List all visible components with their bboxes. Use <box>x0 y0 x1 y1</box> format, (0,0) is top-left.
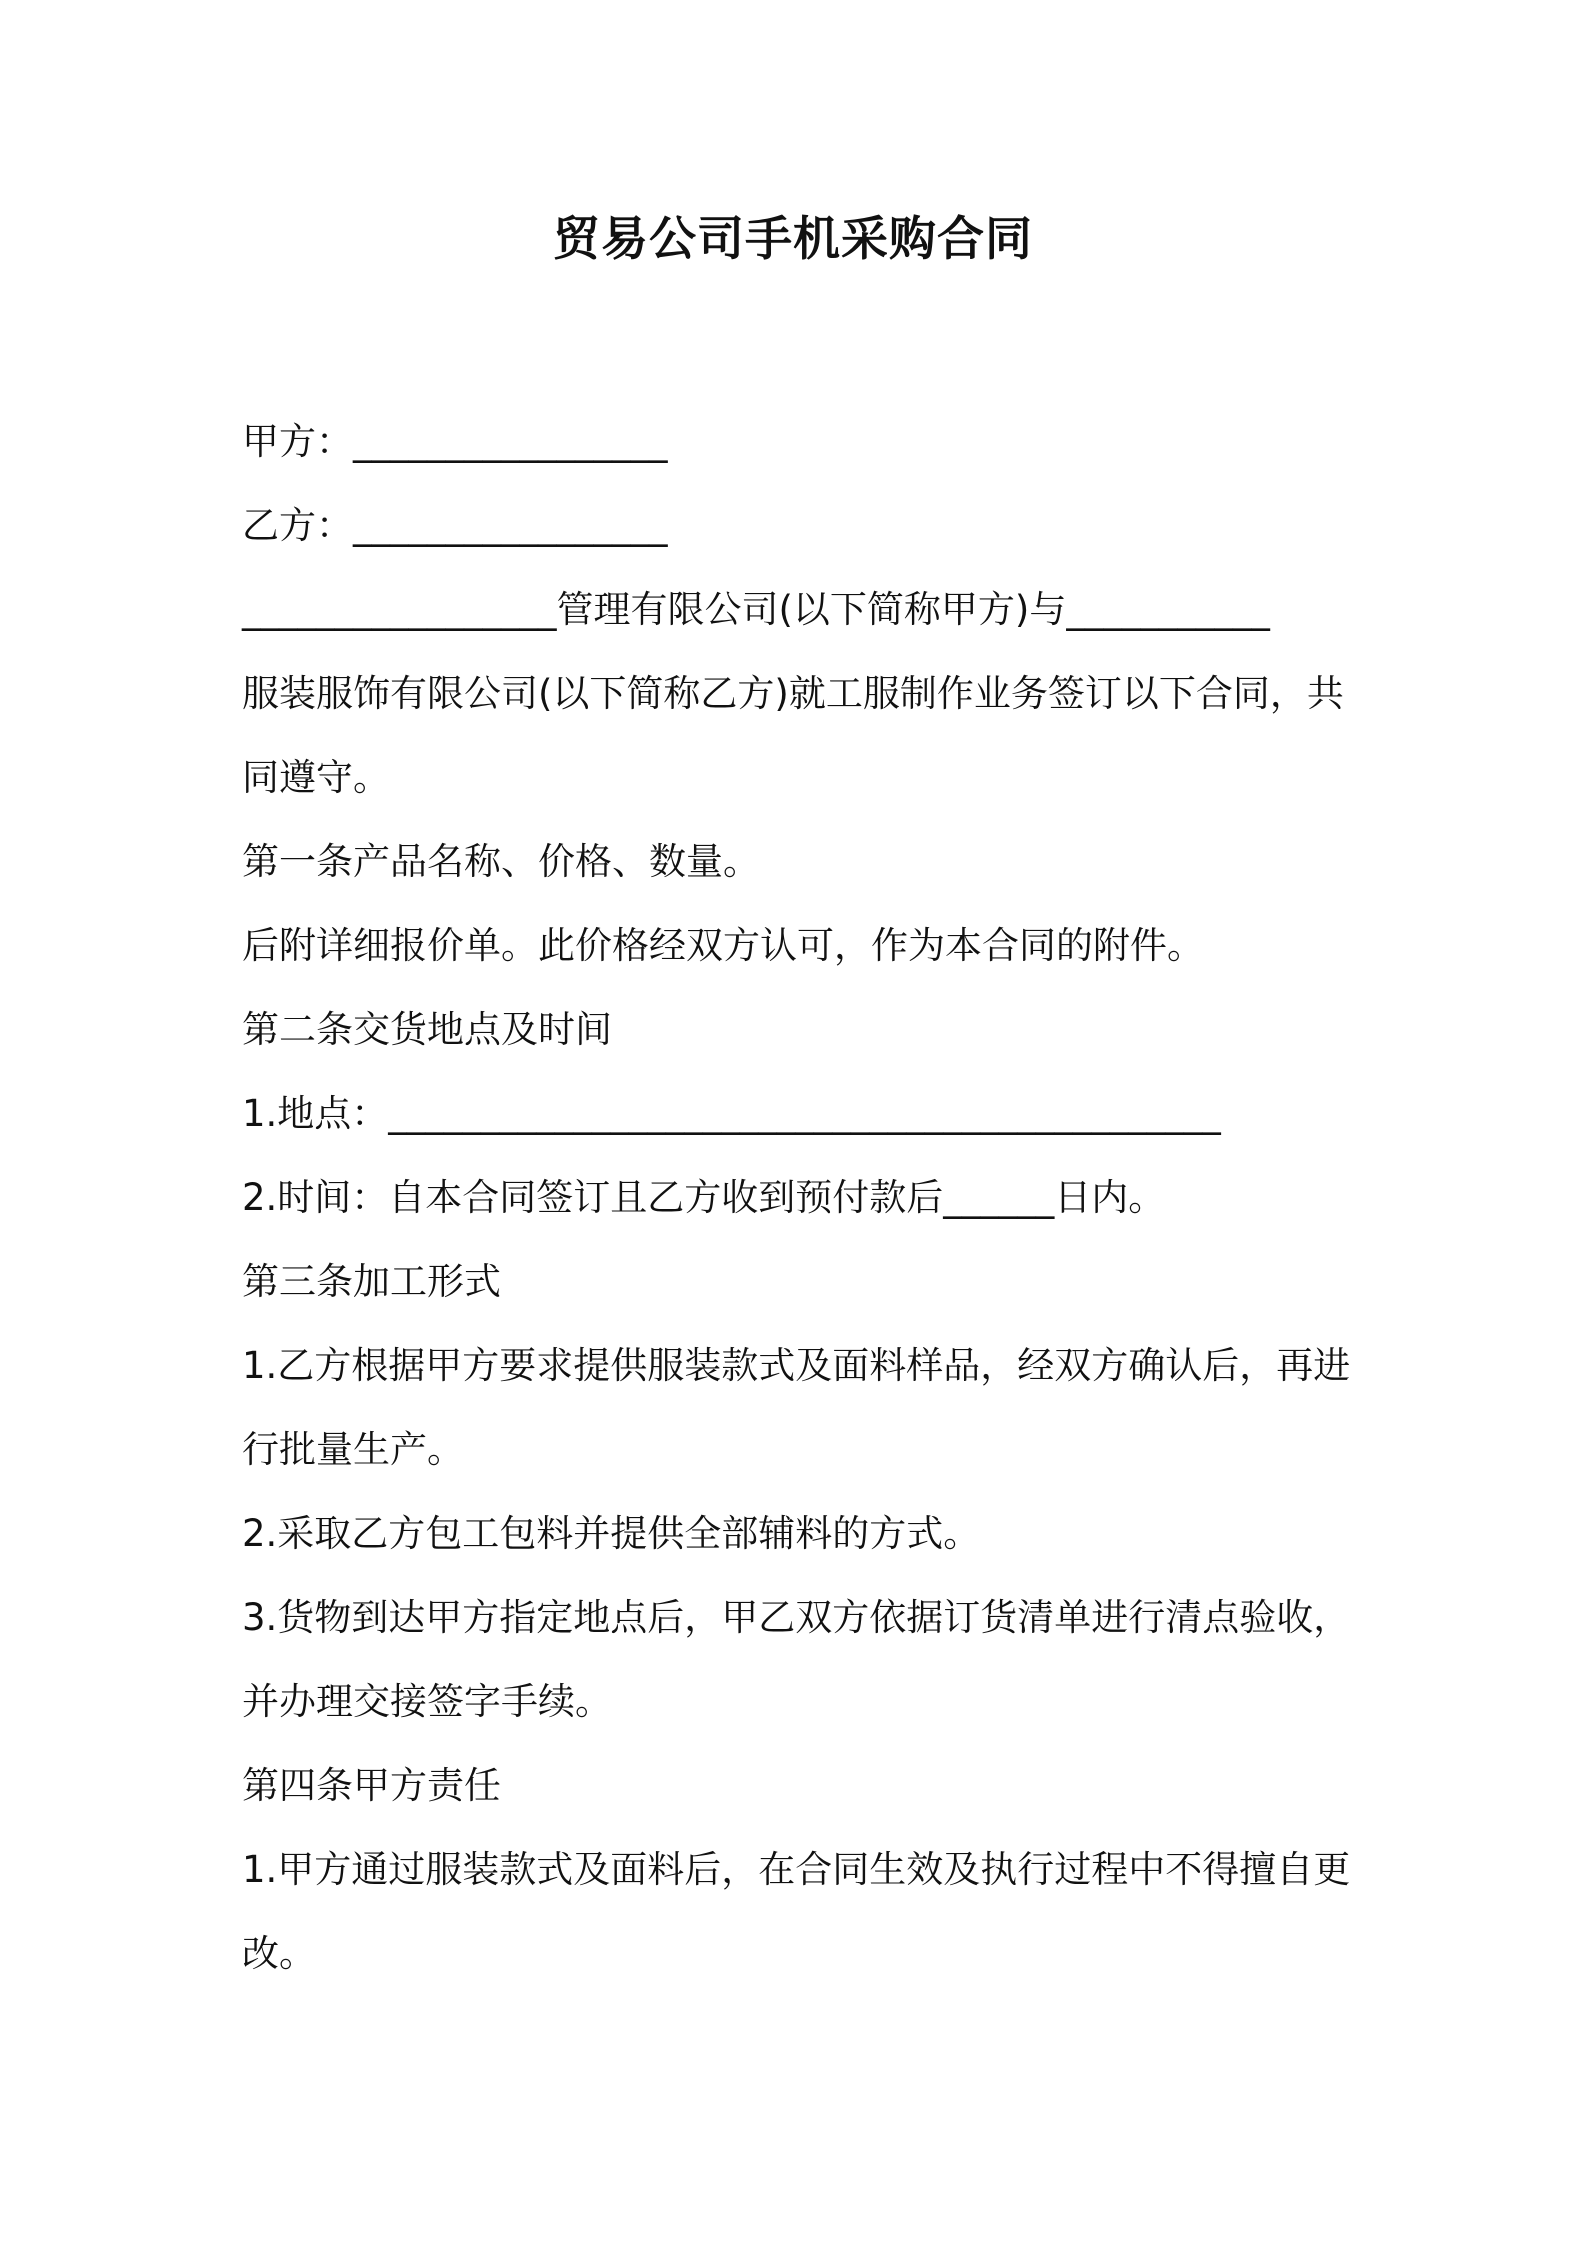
party-b-line: 乙方：_________________ <box>242 504 668 547</box>
article-4-item-1-cont: 改。 <box>242 1932 316 1975</box>
document-title: 贸易公司手机采购合同 <box>553 212 1033 267</box>
article-2-item-time: 2.时间：自本合同签订且乙方收到预付款后______日内。 <box>242 1176 1166 1219</box>
article-2-item-location: 1.地点：_____________________________________________ <box>242 1092 1221 1135</box>
article-3-item-2: 2.采取乙方包工包料并提供全部辅料的方式。 <box>242 1512 981 1555</box>
article-3-item-1-cont: 行批量生产。 <box>242 1428 464 1471</box>
article-2-heading: 第二条交货地点及时间 <box>242 1008 612 1051</box>
contract-body <box>242 400 1366 1996</box>
article-1-heading: 第一条产品名称、价格、数量。 <box>242 840 760 883</box>
article-4-heading: 第四条甲方责任 <box>242 1764 501 1807</box>
article-3-item-1: 1.乙方根据甲方要求提供服装款式及面料样品，经双方确认后，再进 <box>242 1344 1351 1387</box>
article-3-item-3-cont: 并办理交接签字手续。 <box>242 1680 612 1723</box>
party-a-line: 甲方：_________________ <box>242 420 668 463</box>
article-3-heading: 第三条加工形式 <box>242 1260 501 1303</box>
intro-paragraph-line: _________________管理有限公司(以下简称甲方)与___________ <box>242 588 1270 631</box>
intro-paragraph-line: 服装服饰有限公司(以下简称乙方)就工服制作业务签订以下合同，共 <box>242 672 1344 715</box>
article-1-text: 后附详细报价单。此价格经双方认可，作为本合同的附件。 <box>242 924 1204 967</box>
article-4-item-1: 1.甲方通过服装款式及面料后，在合同生效及执行过程中不得擅自更 <box>242 1848 1351 1891</box>
article-3-item-3: 3.货物到达甲方指定地点后，甲乙双方依据订货清单进行清点验收， <box>242 1596 1351 1639</box>
intro-paragraph-line: 同遵守。 <box>242 756 390 799</box>
